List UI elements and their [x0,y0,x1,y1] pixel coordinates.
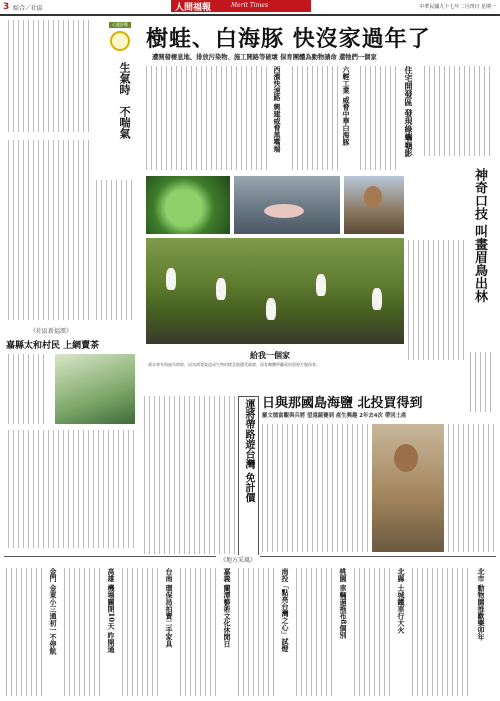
regional-text-4 [238,568,278,696]
regional-headline-4: 南投「點亮台灣之心」試燈 [281,568,290,652]
salt-text-1 [262,424,370,552]
regional-text-7 [64,568,104,696]
egrets-photo [146,238,404,344]
regional-headline-5: 嘉義 蘭潭藝術文化休閒日 [223,568,232,648]
photo-caption-body: 歲末寒冬與過年時節，因為開發案造成生物的棲息地遭受破壞，保育團體呼籲政府重視生態保育。 [148,362,320,367]
badge [109,22,131,52]
salt-headline: 日與那國島海鹽 北投買得到 [262,396,423,411]
side-headline-3: 住宅開發區 發現綠蠵龜影 [404,66,414,157]
taxi-headline: 運將帶路遊台灣 免計價 [238,396,259,560]
tea-photo [55,354,135,424]
brand-name: 人間福報 [175,3,212,13]
right-feature-text [408,240,466,360]
badge-label: 心靈舒壓 [109,22,131,28]
main-headline: 樹蛙、白海豚 快沒家過年了 [146,26,431,52]
regional-headline-2: 北縣 土城鐵車行大火 [397,568,406,634]
regional-headline-7: 高雄 機場關閉10天 昨開通 [107,568,116,653]
main-subhead: 遭開發棲息地、排放污染物、施工開路等破壞 保育團體為動物請命 還牠們一個家 [152,54,377,61]
left-text-block [8,20,92,132]
photo-caption-title: 給我一個家 [250,350,290,360]
feature-title: 嘉縣太和村民 上網賣茶 [6,341,100,351]
right-feature-text-2 [470,352,494,412]
regional-headline-6: 台南 環保局拍賣二手家具 [165,568,174,648]
regional-headline-1: 北市 動物園推歡樂卯年 [477,568,486,641]
regional-text-5 [180,568,220,696]
right-feature-headline: 神奇口技 叫畫眉鳥出林 [472,168,487,303]
feature-text [8,354,48,424]
regional-text-1 [412,568,472,696]
frog-photo [146,176,230,234]
masthead [0,0,500,16]
side-headline-1: 西濱快速路 興建威脅黑嘴端 [273,66,282,153]
issue-date: 中華民國九十七年二月四日 星期一 [419,4,496,10]
regional-headline-8: 金門 金東小三通初一不停航 [49,568,58,655]
dolphin-photo [234,176,340,234]
feature-text-2 [8,430,136,548]
brand-logo [171,0,311,12]
dolphin-shape [264,204,304,218]
story-text-4 [424,66,494,156]
side-headline-2: 六輕工業 威脅中華白海豚 [342,66,351,146]
person-photo [344,176,404,234]
section-caption: 《社區新福頌》 [30,328,73,335]
regional-text-8 [6,568,46,696]
story-text-1 [146,66,270,170]
left-text-block-3 [96,180,136,320]
badge-icon [110,31,130,51]
egret-1 [166,268,176,290]
salt-person [394,444,418,472]
regional-header: 《地方采風》 [216,555,260,564]
person-face [364,186,382,208]
regional-text-6 [122,568,162,696]
egret-5 [372,288,382,310]
regional-headline-3: 桃園 車輛逼拖布8個別 [339,568,348,639]
page-number: 3 [3,2,10,12]
egret-4 [316,274,326,296]
left-text-block-2 [8,140,92,320]
salt-subhead: 羅文德富觀與兵將 望遠鏡賽到 產生興趣 2年去4次 帶回土產 [262,413,407,419]
regional-header-rule [4,556,496,565]
salt-text-2 [448,424,494,552]
opinion-title: 生氣時 不喘氣 [118,62,131,139]
story-text-3 [360,66,400,170]
regional-text-3 [296,568,336,696]
egret-2 [216,278,226,300]
salt-photo [372,424,444,552]
story-text-2 [292,66,340,170]
lower-text-1 [144,396,236,554]
egret-3 [266,298,276,320]
regional-text-2 [354,568,394,696]
brand-english: Merit Times [231,2,269,9]
section-label: 綜合／社區 [13,5,44,12]
